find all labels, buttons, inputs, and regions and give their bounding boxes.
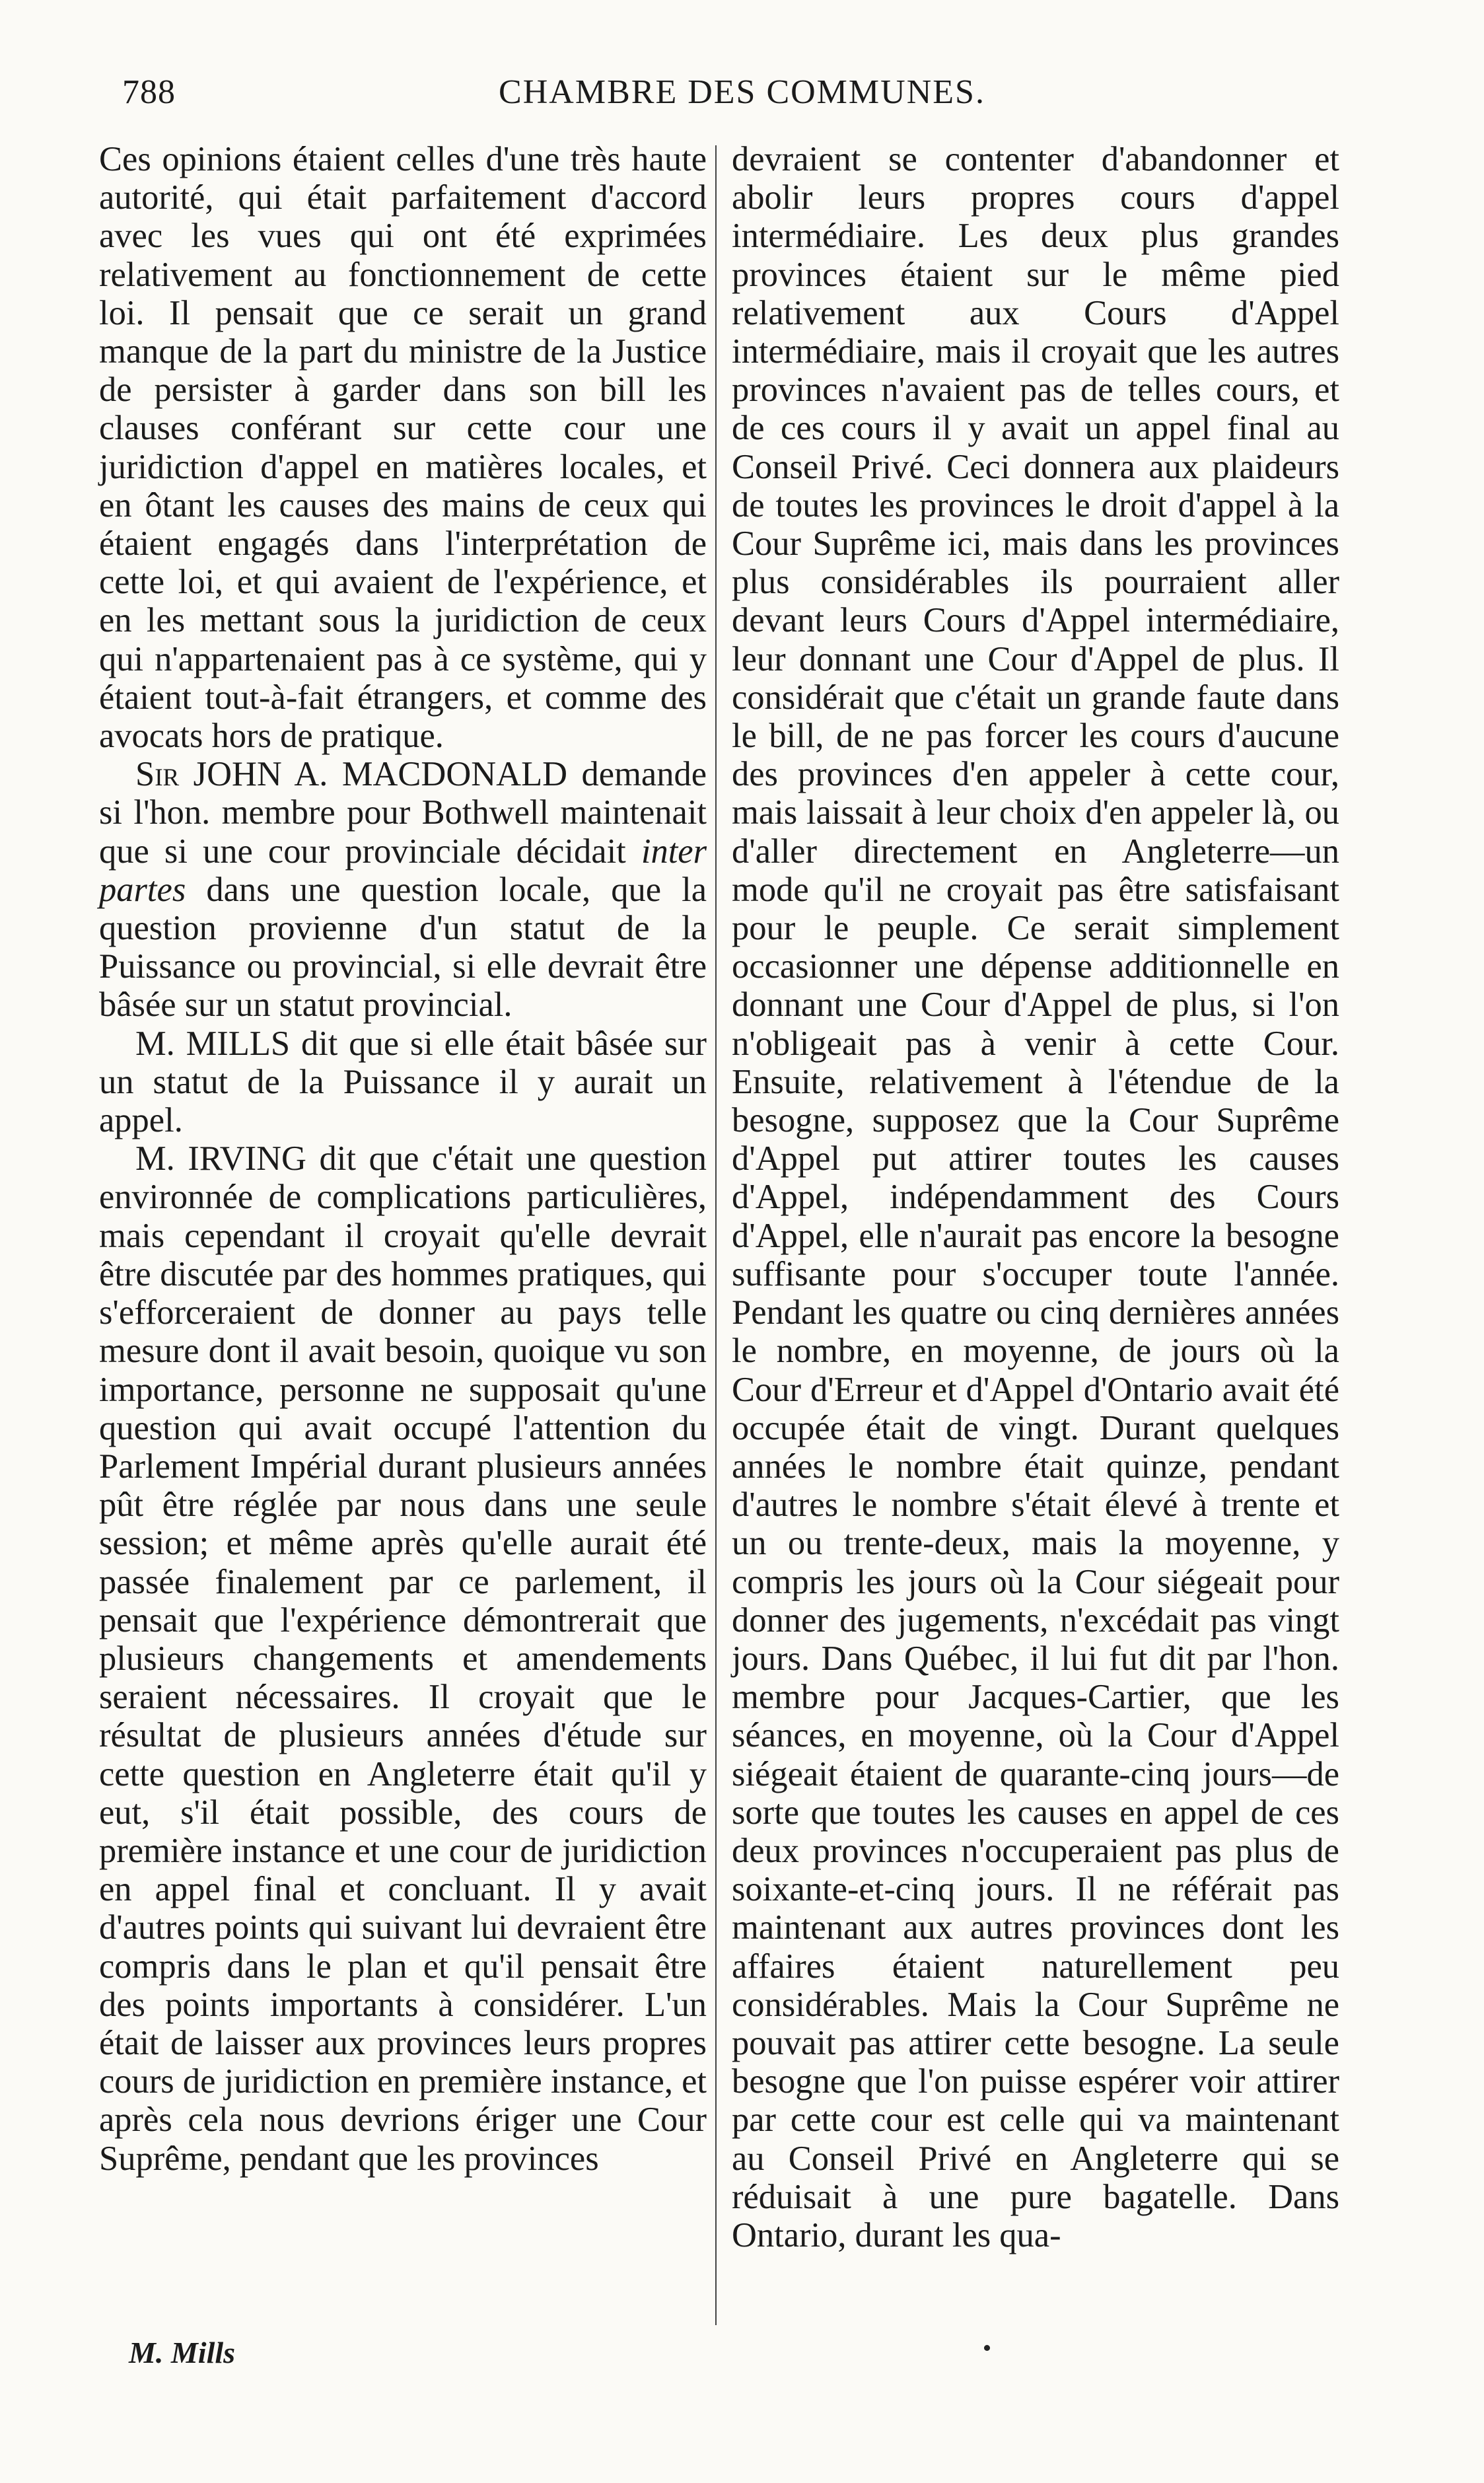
speaker-name: M. MILLS (135, 1024, 291, 1063)
paragraph: Ces opinions étaient celles d'une très haute autorité, qui était parfaitement d'accord avec les vues qui ont été exprimées relativement au fonctionnement de cette loi. Il pensait que ce serait un grand manque de la part du ministre de la Justice de persister à garder dans son bill les clauses conférant sur cette cour une juridiction d'appel en matières locales, et en ôtant les causes des mains de ceux qui étaient engagés dans l'interprétation de cette loi, et qui avaient de l'expérience, et en les mettant sous la juridiction de ceux qui n'appartenaient pas à ce système, qui y étaient tout-à-fait étrangers, et comme des avocats hors de pratique. (99, 140, 707, 756)
paragraph-text: dit que c'était une question environnée de complications particulières, mais cependant il croyait qu'elle devrait être discutée par des hommes pratiques, qui s'efforceraient de donner au pays telle mesure dont il avait besoin, quoique vu son importance, personne ne supposait qu'une question qui avait occupé l'attention du Parlement Impérial durant plusieurs années pût être réglée par nous dans une seule session; et même après qu'elle aurait été passée finalement par ce parlement, il pensait que l'expérience démontrerait que plusieurs changements et amendements seraient nécessaires. Il croyait que le résultat de plusieurs années d'étude sur cette question en Angleterre était qu'il y eut, s'il était possible, des cours de première instance et une cour de juridiction en appel final et concluant. Il y avait d'autres points qui suivant lui devraient être compris dans le plan et qu'il pensait être des points importants à considérer. L'un était de laisser aux provinces leurs propres cours de juridiction en première instance, et après cela nous devrions ériger une Cour Suprême, pendant que les provinces (99, 1139, 707, 2178)
paragraph (99, 1139, 707, 2177)
footer-speaker-name: M. Mills (129, 2336, 236, 2369)
speaker-prefix: Sir (135, 755, 180, 794)
paragraph (99, 1025, 707, 1140)
paragraph (99, 755, 707, 1024)
paragraph-text: dit que si elle était bâsée sur un statut de la Puissance il y aurait un appel. (99, 1024, 707, 1140)
paragraph-text: demande si l'hon. membre pour Bothwell maintenait que si une cour provinciale décidait (99, 755, 707, 871)
left-column (99, 140, 707, 2178)
right-column (732, 140, 1339, 2254)
speaker-name: M. IRVING (135, 1139, 306, 1178)
printer-dot (984, 2345, 990, 2351)
paragraph: devraient se contenter d'abandonner et abolir leurs propres cours d'appel intermédiaire. Les deux plus grandes provinces étaient sur le même pied relativement aux Cours d'Appel intermédiaire, mais il croyait que les autres provinces n'avaient pas de telles cours, et de ces cours il y avait un appel final au Conseil Privé. Ceci donnera aux plaideurs de toutes les provinces le droit d'appel à la Cour Suprême ici, mais dans les provinces plus considérables ils pourraient aller devant leurs Cours d'Appel intermédiaire, leur donnant une Cour d'Appel de plus. Il considérait que c'était un grande faute dans le bill, de ne pas forcer les cours d'aucune des provinces d'en appeler à cette cour, mais laissait à leur choix d'en appeler là, ou d'aller directement en Angleterre—un mode qu'il ne croyait pas être satisfaisant pour le peuple. Ce serait simplement occasionner une dépense additionnelle en donnant une Cour d'Appel de plus, si l'on n'obligeait pas à venir à cette Cour. Ensuite, relativement à l'étendue de la besogne, supposez que la Cour Suprême d'Appel put attirer toutes les causes d'Appel, indépendamment des Cours d'Appel, elle n'aurait pas encore la besogne suffisante pour s'occuper toute l'année. Pendant les quatre ou cinq dernières années le nombre, en moyenne, de jours où la Cour d'Erreur et d'Appel d'Ontario avait été occupée était de vingt. Durant quelques années le nombre était quinze, pendant d'autres le nombre s'était élevé à trente et un ou trente-deux, mais la moyenne, y compris les jours où la Cour siégeait pour donner des jugements, n'excédait pas vingt jours. Dans Québec, il lui fut dit par l'hon. membre pour Jacques-Cartier, que les séances, en moyenne, où la Cour d'Appel siégeait étaient de quarante-cinq jours—de sorte que toutes les causes en appel de ces deux provinces n'occuperaient pas plus de soixante-et-cinq jours. Il ne référait pas maintenant aux autres provinces dont les affaires étaient naturellement peu considérables. Mais la Cour Suprême ne pouvait pas attirer cette besogne. La seule besogne que l'on puisse espérer voir attirer par cette cour est celle qui va maintenant au Conseil Privé en Angleterre qui se réduisait à une pure bagatelle. Dans Ontario, durant les qua- (732, 140, 1339, 2254)
page-number: 788 (122, 73, 176, 111)
column-rule (715, 145, 717, 2325)
latin-phrase: inter partes (99, 832, 707, 909)
running-title: CHAMBRE DES COMMUNES. (499, 73, 985, 111)
speaker-name: JOHN A. MACDONALD (193, 755, 568, 794)
paragraph-text: dans une question locale, que la question provienne d'un statut de la Puissance ou provincial, si elle devrait être bâsée sur un statut provincial. (99, 870, 707, 1025)
